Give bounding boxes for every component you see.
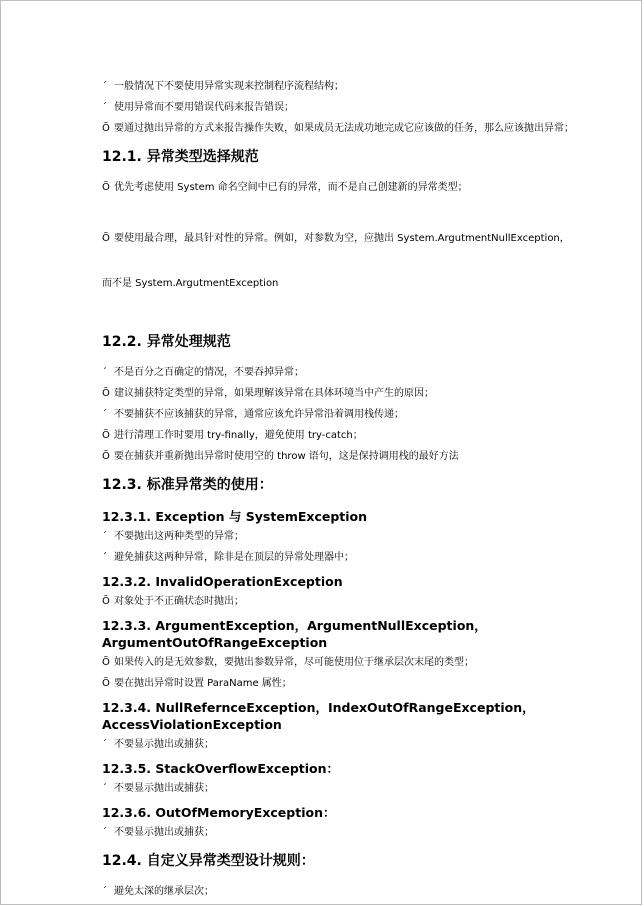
list-item-text: 进行清理工作时要用 try-finally，避免使用 try-catch； bbox=[114, 430, 363, 441]
list-item bbox=[102, 655, 602, 670]
dont-bullet-icon: ´ bbox=[102, 552, 107, 563]
list-item-continuation: 而不是 System.ArgutmentException bbox=[102, 278, 279, 289]
section-heading-12-3: 12.3. 标准异常类的使用： bbox=[102, 477, 273, 493]
subsection-heading-12-3-6: 12.3.6. OutOfMemoryException： bbox=[102, 805, 336, 820]
dont-bullet-icon: ´ bbox=[102, 531, 107, 542]
do-bullet-icon: Õ bbox=[102, 123, 110, 134]
subsection-heading-12-3-1: 12.3.1. Exception 与 SystemException bbox=[102, 509, 368, 524]
do-bullet-icon: Õ bbox=[102, 657, 110, 668]
subsection-heading-12-3-3-cont: ArgumentOutOfRangeException bbox=[102, 635, 328, 650]
list-item-text: 如果传入的是无效参数，要抛出参数异常，尽可能使用位于继承层次末尾的类型； bbox=[114, 657, 474, 668]
list-item-text: 一般情况下不要使用异常实现来控制程序流程结构； bbox=[114, 81, 344, 92]
do-bullet-icon: Õ bbox=[102, 233, 110, 244]
subsection-heading-wrapper bbox=[102, 573, 602, 590]
do-bullet-icon: Õ bbox=[102, 430, 110, 441]
list-item-text: 不要抛出这两种类型的异常； bbox=[114, 531, 244, 542]
dont-bullet-icon: ´ bbox=[102, 886, 107, 897]
list-item-text: 要使用最合理，最具针对性的异常。例如，对参数为空，应抛出 System.ArgutmentNullException， bbox=[114, 233, 570, 244]
section-heading-12-2: 12.2. 异常处理规范 bbox=[102, 334, 231, 350]
list-item-text: 不要捕获不应该捕获的异常，通常应该允许异常沿着调用栈传递； bbox=[114, 409, 404, 420]
do-bullet-icon: Õ bbox=[102, 182, 110, 193]
list-item bbox=[102, 386, 602, 401]
do-bullet-icon: Õ bbox=[102, 451, 110, 462]
list-item-text: 对象处于不正确状态时抛出； bbox=[114, 596, 244, 607]
subsection-heading-12-3-3: 12.3.3. ArgumentException，ArgumentNullException， bbox=[102, 618, 487, 633]
do-bullet-icon: Õ bbox=[102, 678, 110, 689]
section-heading-wrapper bbox=[102, 148, 602, 166]
list-item bbox=[102, 594, 602, 609]
section-heading-12-1: 12.1. 异常类型选择规范 bbox=[102, 149, 259, 165]
list-item bbox=[102, 365, 602, 380]
list-item-text: 避免捕获这两种异常，除非是在顶层的异常处理器中； bbox=[114, 552, 354, 563]
subsection-heading-wrapper bbox=[102, 760, 602, 777]
dont-bullet-icon: ´ bbox=[102, 81, 107, 92]
list-item bbox=[102, 407, 602, 422]
list-item bbox=[102, 676, 602, 691]
list-item bbox=[102, 100, 602, 115]
list-item-text: 不要显示抛出或捕获； bbox=[114, 783, 214, 794]
dont-bullet-icon: ´ bbox=[102, 102, 107, 113]
subsection-heading-wrapper bbox=[102, 699, 602, 733]
dont-bullet-icon: ´ bbox=[102, 739, 107, 750]
list-item bbox=[102, 180, 602, 195]
list-item bbox=[102, 737, 602, 752]
list-item-text: 要通过抛出异常的方式来报告操作失败，如果成员无法成功地完成它应该做的任务，那么应该抛出异常； bbox=[114, 123, 574, 134]
subsection-heading-wrapper bbox=[102, 804, 602, 821]
subsection-heading-wrapper bbox=[102, 508, 602, 525]
list-item-text: 使用异常而不要用错误代码来报告错误； bbox=[114, 102, 294, 113]
list-item bbox=[102, 201, 602, 321]
list-item bbox=[102, 825, 602, 840]
list-item-text: 不要显示抛出或捕获； bbox=[114, 827, 214, 838]
subsection-heading-12-3-4-cont: AccessViolationException bbox=[102, 717, 282, 732]
dont-bullet-icon: ´ bbox=[102, 783, 107, 794]
section-heading-wrapper bbox=[102, 476, 602, 494]
list-item bbox=[102, 428, 602, 443]
section-heading-wrapper bbox=[102, 852, 602, 870]
subsection-heading-12-3-5: 12.3.5. StackOverflowException： bbox=[102, 761, 340, 776]
list-item bbox=[102, 79, 602, 94]
page-content bbox=[102, 79, 602, 905]
subsection-heading-12-3-4: 12.3.4. NullRefernceException，IndexOutOfRangeException， bbox=[102, 700, 535, 715]
list-item-text: 避免太深的继承层次； bbox=[114, 886, 214, 897]
list-item bbox=[102, 884, 602, 899]
list-item bbox=[102, 781, 602, 796]
subsection-heading-12-3-2: 12.3.2. InvalidOperationException bbox=[102, 574, 343, 589]
list-item-text: 要在捕获并重新抛出异常时使用空的 throw 语句，这是保持调用栈的最好方法 bbox=[114, 451, 459, 462]
do-bullet-icon: Õ bbox=[102, 596, 110, 607]
list-item-text: 要在抛出异常时设置 ParaName 属性； bbox=[114, 678, 292, 689]
list-item-text: 优先考虑使用 System 命名空间中已有的异常，而不是自己创建新的异常类型； bbox=[114, 182, 468, 193]
list-item bbox=[102, 550, 602, 565]
list-item bbox=[102, 529, 602, 544]
list-item-text: 不要显示抛出或捕获； bbox=[114, 739, 214, 750]
subsection-heading-wrapper bbox=[102, 617, 602, 651]
section-heading-wrapper bbox=[102, 333, 602, 351]
list-item bbox=[102, 121, 602, 136]
dont-bullet-icon: ´ bbox=[102, 827, 107, 838]
list-item bbox=[102, 449, 602, 464]
do-bullet-icon: Õ bbox=[102, 388, 110, 399]
list-item-text: 不是百分之百确定的情况，不要吞掉异常； bbox=[114, 367, 304, 378]
list-item-text: 建议捕获特定类型的异常，如果理解该异常在具体环境当中产生的原因； bbox=[114, 388, 434, 399]
dont-bullet-icon: ´ bbox=[102, 367, 107, 378]
section-heading-12-4: 12.4. 自定义异常类型设计规则： bbox=[102, 853, 315, 869]
dont-bullet-icon: ´ bbox=[102, 409, 107, 420]
